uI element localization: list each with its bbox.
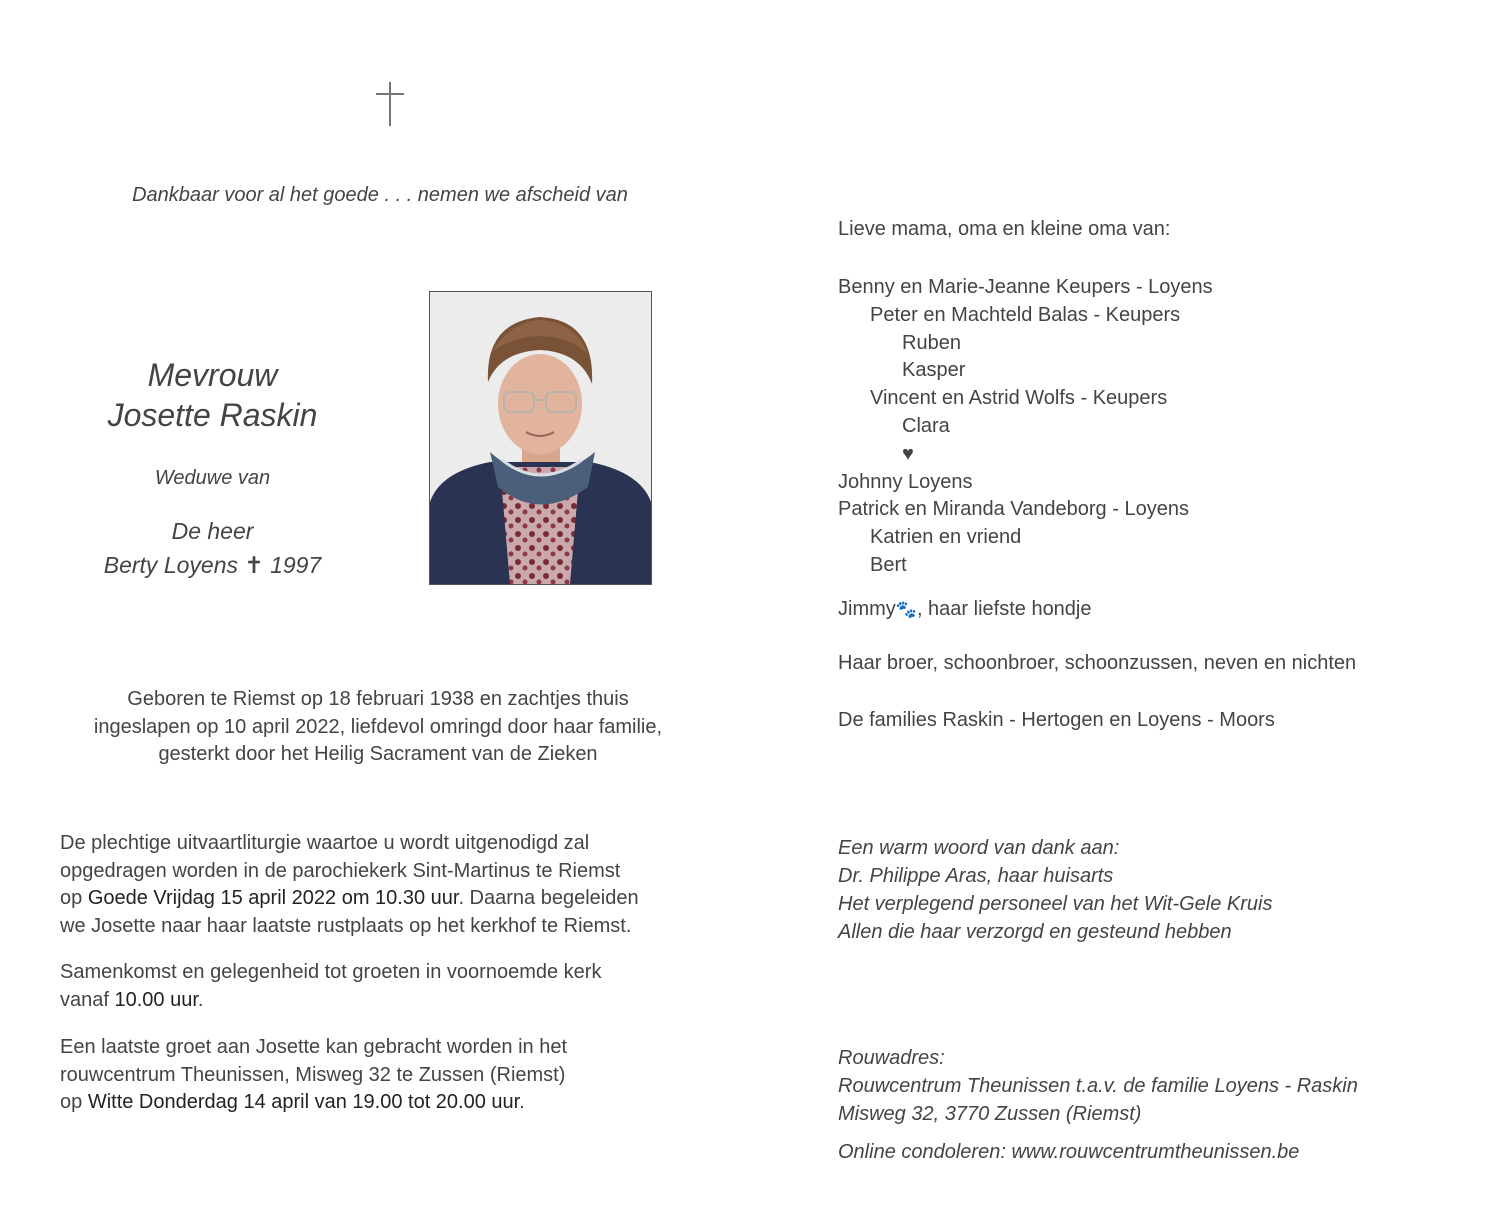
spouse-name-line (60, 548, 365, 582)
paw-icon: 🐾 (895, 600, 917, 619)
cross-glyph-icon: ✝ (244, 552, 264, 578)
address-line: Rouwadres: (838, 1047, 945, 1069)
thanks-line: Het verplegend personeel van het Wit-Gele Kruis (838, 893, 1273, 915)
relatives-line: Haar broer, schoonbroer, schoonzussen, neven en nichten (838, 652, 1357, 674)
gathering-line: Samenkomst en gelegenheid tot groeten in voornoemde kerk (60, 961, 602, 983)
born-line: gesterkt door het Heilig Sacrament van de Zieken (158, 743, 598, 765)
gathering-line (60, 987, 720, 1015)
gathering-text: . (197, 988, 204, 1011)
intro-text: Dankbaar voor al het goede . . . nemen we afscheid van (132, 184, 628, 206)
spouse-title: De heer (171, 518, 254, 544)
address-block (838, 1044, 1358, 1128)
family-member: Katrien en vriend (870, 526, 1022, 549)
widow-label: Weduwe van (154, 467, 271, 489)
thanks-line: Dr. Philippe Aras, haar huisarts (838, 865, 1114, 887)
family-member: Bert (870, 553, 907, 576)
portrait-illustration (430, 292, 651, 584)
gathering-time: 10.00 uur (114, 988, 198, 1011)
gathering-text: vanaf (60, 988, 115, 1011)
heart-icon: ♥ (902, 442, 914, 465)
online-condolence: Online condoleren: www.rouwcentrumtheunissen.be (838, 1141, 1300, 1163)
address-line: Rouwcentrum Theunissen t.a.v. de familie Loyens - Raskin (838, 1075, 1358, 1097)
portrait-photo (429, 291, 652, 585)
thanks-line: Een warm woord van dank aan: (838, 837, 1120, 859)
family-member: Patrick en Miranda Vandeborg - Loyens (838, 498, 1189, 521)
cross-icon (376, 82, 404, 126)
families-line: De families Raskin - Hertogen en Loyens - Moors (838, 709, 1275, 731)
thanks-block (838, 834, 1273, 946)
spouse-name: Berty Loyens (103, 552, 238, 578)
born-line: ingeslapen op 10 april 2022, liefdevol omringd door haar familie, (93, 715, 663, 738)
deceased-block (60, 355, 365, 582)
farewell-line (60, 1089, 720, 1117)
spouse-block (60, 514, 365, 582)
family-heading: Lieve mama, oma en kleine oma van: (838, 218, 1171, 240)
farewell-text: op (60, 1091, 88, 1113)
born-line: Geboren te Riemst op 18 februari 1938 en zachtjes thuis (127, 688, 629, 710)
funeral-line: opgedragen worden in de parochiekerk Sint-Martinus te Riemst (60, 859, 621, 882)
funeral-line (60, 885, 720, 913)
family-list (838, 274, 1213, 580)
farewell-paragraph (60, 1034, 720, 1117)
funeral-text: op (60, 887, 88, 909)
family-member: Peter en Machteld Balas - Keupers (870, 303, 1181, 326)
farewell-line: rouwcentrum Theunissen, Misweg 32 te Zussen (Riemst) (60, 1063, 566, 1086)
farewell-line: Een laatste groet aan Josette kan gebracht worden in het (60, 1036, 568, 1058)
spouse-year: 1997 (270, 552, 322, 578)
funeral-line: we Josette naar haar laatste rustplaats op het kerkhof te Riemst. (60, 914, 632, 937)
family-member: Kasper (902, 359, 966, 382)
family-member: Clara (902, 414, 950, 437)
pet-name: Jimmy (838, 598, 896, 620)
address-line: Misweg 32, 3770 Zussen (Riemst) (838, 1103, 1142, 1125)
pet-description: , haar liefste hondje (916, 598, 1092, 620)
deceased-name: Josette Raskin (107, 397, 318, 433)
funeral-line: De plechtige uitvaartliturgie waartoe u wordt uitgenodigd zal (60, 832, 590, 854)
family-member: Johnny Loyens (838, 470, 973, 493)
gathering-paragraph (60, 959, 720, 1014)
deceased-title: Mevrouw (147, 357, 278, 393)
farewell-text: . (519, 1091, 525, 1113)
family-member: Ruben (902, 331, 961, 354)
funeral-paragraph (60, 830, 720, 940)
family-member: Vincent en Astrid Wolfs - Keupers (870, 387, 1168, 410)
pet-line (838, 598, 1092, 621)
farewell-date: Witte Donderdag 14 april van 19.00 tot 20.00 uur (87, 1091, 520, 1113)
funeral-date: Goede Vrijdag 15 april 2022 om 10.30 uur (87, 887, 459, 909)
family-member: Benny en Marie-Jeanne Keupers - Loyens (838, 276, 1213, 298)
thanks-line: Allen die haar verzorgd en gesteund hebben (838, 921, 1232, 943)
funeral-text: . Daarna begeleiden (458, 887, 639, 909)
born-text (60, 686, 696, 769)
